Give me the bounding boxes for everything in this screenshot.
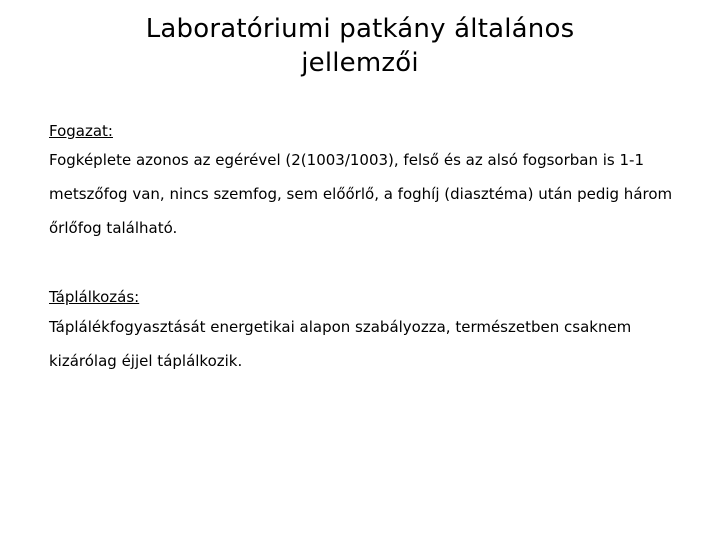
section-heading-taplalkozas: Táplálkozás: — [49, 288, 140, 306]
slide-title — [80, 12, 640, 80]
slide-title-line-2: jellemzői — [301, 48, 419, 78]
section-heading-fogazat: Fogazat: — [49, 122, 113, 140]
section-body-fogazat: Fogképlete azonos az egérével (2(1003/1003), felső és az alsó fogsorban is 1-1 metszőfog van, nincs szemfog, sem előőrlő, a foghíj (diasztéma) után pedig három őrlőfog található. — [49, 151, 673, 237]
slide-title-line-1: Laboratóriumi patkány általános — [145, 14, 575, 44]
section-body-taplalkozas: Táplálékfogyasztását energetikai alapon szabályozza, természetben csaknem kizárólag éjjel táplálkozik. — [49, 318, 632, 370]
